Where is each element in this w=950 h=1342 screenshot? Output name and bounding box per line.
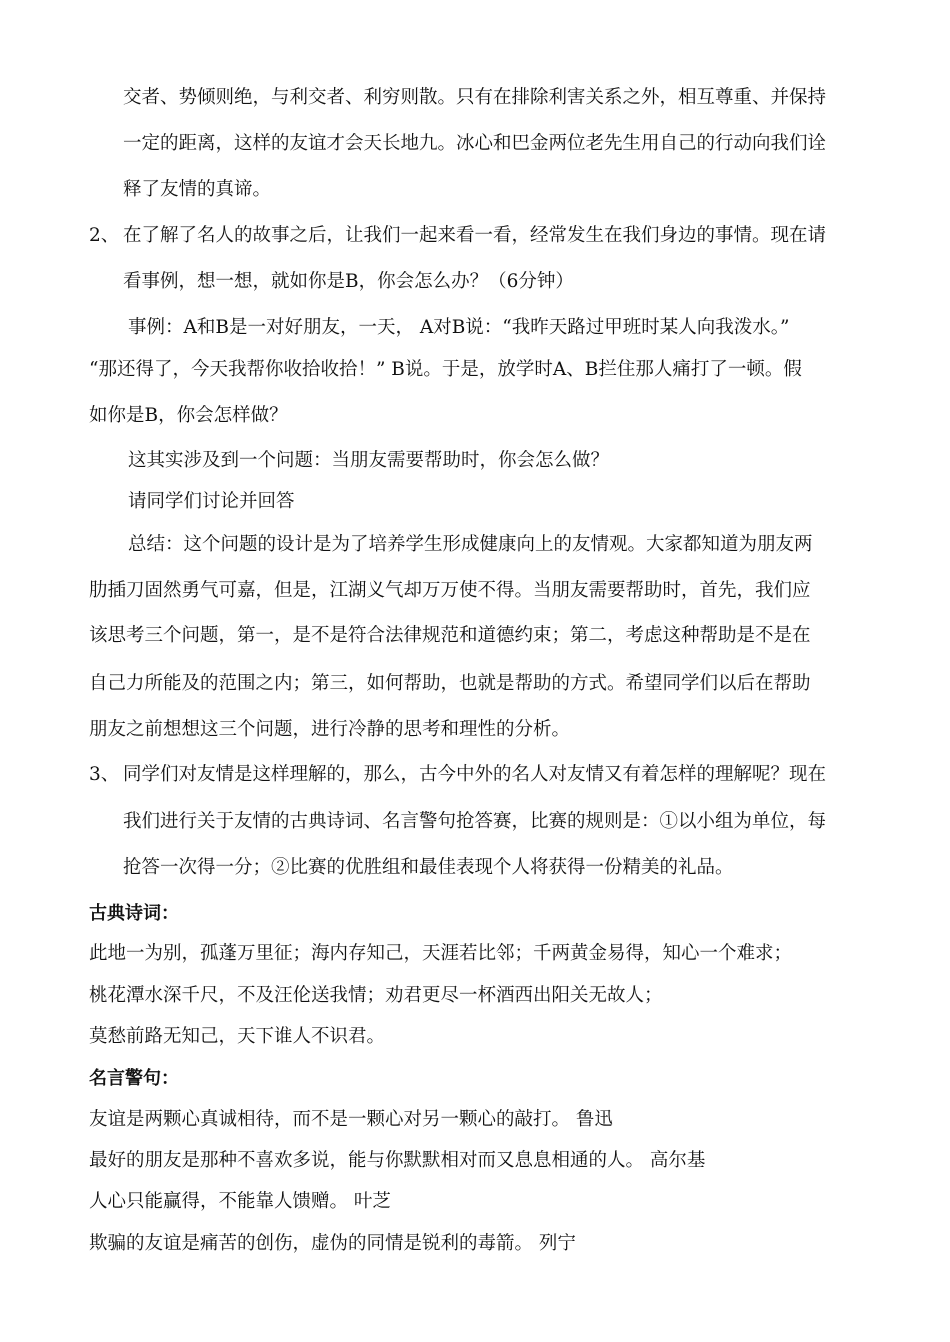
discuss-line: 请同学们讨论并回答 (128, 491, 295, 512)
paragraph-line: 同学们对友情是这样理解的，那么，古今中外的名人对友情又有着怎样的理解呢？现在 (123, 764, 827, 785)
paragraph-line: 抢答一次得一分；②比赛的优胜组和最佳表现个人将获得一份精美的礼品。 (123, 857, 734, 878)
paragraph-line: 释了友情的真谛。 (123, 179, 272, 200)
summary-line: 自己力所能及的范围之内；第三，如何帮助，也就是帮助的方式。希望同学们以后在帮助 (89, 673, 811, 694)
example-line: “那还得了，今天我帮你收拾收拾！” B说。于是，放学时A、B拦住那人痛打了一顿。假 (89, 359, 802, 380)
list-item-2 (89, 224, 826, 248)
paragraph-line: 看事例，想一想，就如你是B，你会怎么办？（6分钟） (123, 271, 574, 292)
poem-line: 桃花潭水深千尺，不及汪伦送我情；劝君更尽一杯酒西出阳关无故人； (89, 985, 663, 1006)
quote-line: 最好的朋友是那种不喜欢多说，能与你默默相对而又息息相通的人。 高尔基 (89, 1150, 706, 1171)
paragraph-line: 我们进行关于友情的古典诗词、名言警句抢答赛，比赛的规则是：①以小组为单位，每 (123, 811, 827, 832)
summary-line: 该思考三个问题，第一，是不是符合法律规范和道德约束；第二，考虑这种帮助是不是在 (89, 625, 811, 646)
paragraph-line: 一定的距离，这样的友谊才会天长地九。冰心和巴金两位老先生用自己的行动向我们诠 (123, 133, 827, 154)
quote-line: 人心只能赢得，不能靠人馈赠。 叶芝 (89, 1191, 391, 1212)
list-number: 2、 (89, 225, 120, 246)
list-number: 3、 (89, 764, 120, 785)
paragraph-line: 在了解了名人的故事之后，让我们一起来看一看，经常发生在我们身边的事情。现在请 (123, 225, 827, 246)
section-heading-poems: 古典诗词： (89, 903, 179, 924)
example-line: 事例：A和B是一对好朋友，一天， A对B说：“我昨天路过甲班时某人向我泼水。” (128, 317, 790, 338)
question-line: 这其实涉及到一个问题：当朋友需要帮助时，你会怎么做？ (128, 450, 610, 471)
section-heading-quotes: 名言警句： (89, 1068, 179, 1089)
summary-line: 总结：这个问题的设计是为了培养学生形成健康向上的友情观。大家都知道为朋友两 (128, 534, 813, 555)
list-item-3 (89, 763, 826, 787)
summary-line: 朋友之前想想这三个问题，进行冷静的思考和理性的分析。 (89, 719, 571, 740)
quote-line: 欺骗的友谊是痛苦的创伤，虚伪的同情是锐利的毒箭。 列宁 (89, 1233, 576, 1254)
example-line: 如你是B，你会怎样做？ (89, 405, 288, 426)
quote-line: 友谊是两颗心真诚相待，而不是一颗心对另一颗心的敲打。 鲁迅 (89, 1109, 613, 1130)
paragraph-line: 交者、势倾则绝，与利交者、利穷则散。只有在排除利害关系之外，相互尊重、并保持 (123, 87, 827, 108)
summary-line: 肋插刀固然勇气可嘉，但是，江湖义气却万万使不得。当朋友需要帮助时，首先，我们应 (89, 580, 811, 601)
poem-line: 莫愁前路无知己，天下谁人不识君。 (89, 1026, 386, 1047)
poem-line: 此地一为别，孤蓬万里征；海内存知己，天涯若比邻；千两黄金易得，知心一个难求； (89, 943, 793, 964)
